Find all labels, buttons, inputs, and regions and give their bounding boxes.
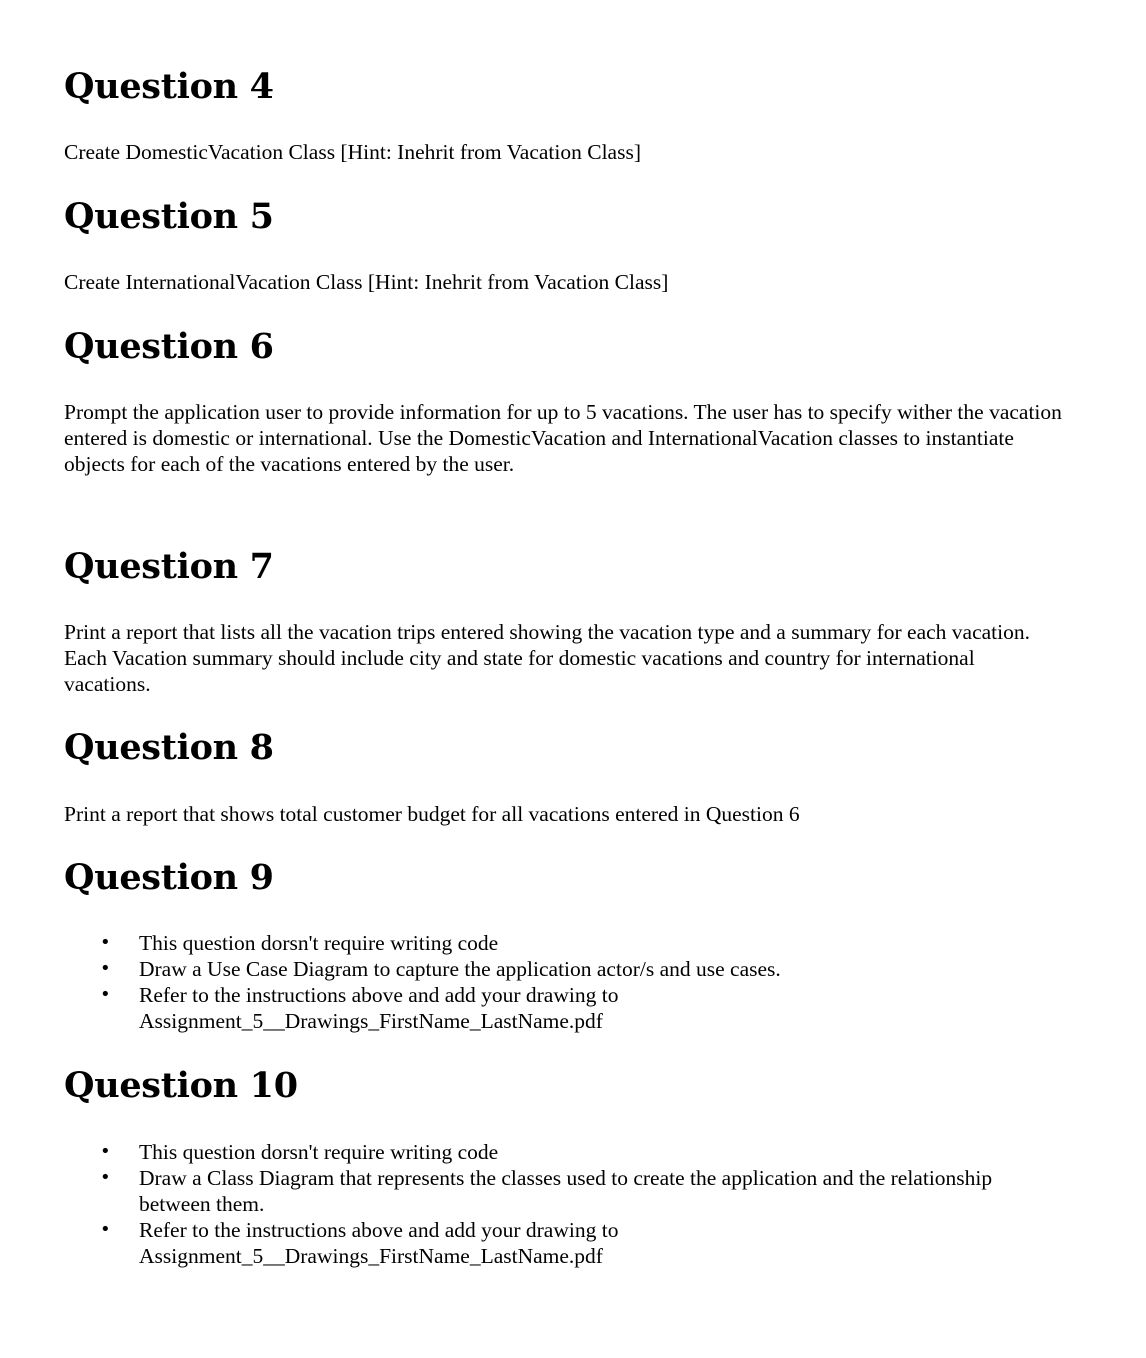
list-item-text: Draw a Use Case Diagram to capture the application actor/s and use cases. (139, 957, 781, 981)
question-5-text: Create InternationalVacation Class [Hint: Inehrit from Vacation Class] (64, 270, 669, 294)
list-item (64, 982, 1064, 1034)
bullet-icon: • (100, 958, 111, 979)
list-item (64, 1217, 1064, 1269)
question-7-text: Print a report that lists all the vacation trips entered showing the vacation type and a summary for each vacation. Each Vacation summary should include city and state for domestic vacations and country for international vacations. (64, 620, 1030, 696)
list-item-text: Draw a Class Diagram that represents the classes used to create the application and the relationship between them. (139, 1166, 993, 1216)
question-10-heading: Question 10 (64, 1065, 298, 1106)
list-item-text: This question dorsn't require writing code (139, 1140, 499, 1164)
question-8-heading: Question 8 (64, 727, 274, 768)
question-4-text: Create DomesticVacation Class [Hint: Inehrit from Vacation Class] (64, 140, 641, 164)
question-6-heading: Question 6 (64, 326, 274, 367)
question-9-bullet-list (64, 930, 1064, 1034)
question-10-bullet-list (64, 1139, 1064, 1269)
bullet-icon: • (100, 932, 111, 953)
list-item (64, 1139, 1064, 1165)
list-item (64, 1165, 1064, 1217)
question-8-text: Print a report that shows total customer budget for all vacations entered in Question 6 (64, 802, 800, 826)
bullet-icon: • (100, 1167, 111, 1188)
list-item-text: Refer to the instructions above and add your drawing to Assignment_5__Drawings_FirstName_LastName.pdf (139, 1218, 619, 1268)
question-7-heading: Question 7 (64, 546, 274, 587)
list-item-text: This question dorsn't require writing code (139, 931, 499, 955)
question-6-text: Prompt the application user to provide information for up to 5 vacations. The user has to specify wither the vacation entered is domestic or international. Use the DomesticVacation and InternationalVacation classes to instantiate objects for each of the vacations entered by the user. (64, 400, 1062, 476)
bullet-icon: • (100, 984, 111, 1005)
question-4-heading: Question 4 (64, 66, 274, 107)
list-item-text: Refer to the instructions above and add your drawing to Assignment_5__Drawings_FirstName_LastName.pdf (139, 983, 619, 1033)
question-9-heading: Question 9 (64, 857, 274, 898)
question-5-heading: Question 5 (64, 196, 274, 237)
bullet-icon: • (100, 1141, 111, 1162)
list-item (64, 930, 1064, 956)
list-item (64, 956, 1064, 982)
bullet-icon: • (100, 1219, 111, 1240)
